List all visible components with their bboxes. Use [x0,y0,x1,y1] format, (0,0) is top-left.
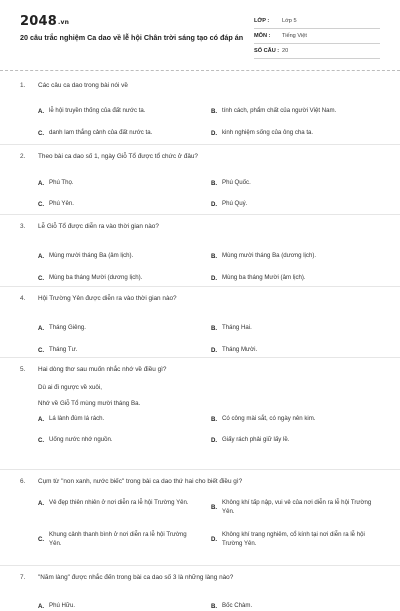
option-a[interactable] [38,324,86,333]
meta-row-count [254,44,380,59]
option-text: Phú Quý. [222,200,248,207]
option-a[interactable] [38,179,74,188]
question-title [20,222,380,232]
question-4 [20,294,380,354]
option-letter: D. [211,129,218,137]
option-letter: D. [211,436,218,444]
header-divider [0,70,400,71]
question-1 [20,81,380,137]
question-7 [20,573,380,610]
question-number: 5. [20,366,26,373]
option-c[interactable] [38,531,210,548]
option-text: Uống nước nhớ nguồn. [49,436,113,443]
option-a[interactable] [38,602,75,611]
option-c[interactable] [38,200,74,209]
option-letter: A. [38,179,45,187]
option-text: danh lam thắng cảnh của đất nước ta. [49,129,153,136]
question-3 [20,222,380,282]
option-letter: B. [211,179,218,187]
option-letter: A. [38,415,45,423]
question-number: 7. [20,574,26,581]
option-letter: C. [38,129,45,137]
question-title [20,477,380,487]
document-title: 20 câu trắc nghiệm Ca dao về lễ hội Chân trời sáng tạo có đáp án [20,33,244,42]
meta-row-subject [254,29,380,44]
option-text: tính cách, phẩm chất của người Việt Nam. [222,107,337,114]
option-text: Mùng ba tháng Mười (dương lịch). [49,274,143,281]
question-text: "Năm làng" được nhắc đến trong bài ca dao số 3 là những làng nào? [38,574,234,581]
option-letter: B. [211,602,218,610]
option-text: Tháng Hai. [222,324,252,331]
question-separator [0,286,400,287]
option-text: Giấy rách phải giữ lấy lề. [222,436,290,443]
option-d[interactable] [211,200,247,209]
option-text: Phú Yên. [49,200,74,207]
question-number: 4. [20,295,26,302]
option-d[interactable] [211,346,257,355]
question-2 [20,152,380,208]
meta-label: MÔN : [254,33,271,39]
logo-suffix: .vn [57,19,70,26]
option-text: Bốc Chàm. [222,602,253,609]
option-letter: D. [211,200,218,208]
verse-line: Nhớ về Giỗ Tổ mùng mười tháng Ba. [38,400,141,407]
question-text: Theo bài ca dao số 1, ngày Giỗ Tổ được tổ chức ở đâu? [38,153,198,160]
option-letter: D. [211,346,218,354]
option-b[interactable] [211,499,381,516]
question-number: 1. [20,82,26,89]
option-text: Khung cảnh thanh bình ở nơi diễn ra lễ hội Trường Yên. [49,531,187,547]
question-title [20,81,380,91]
option-letter: A. [38,499,45,507]
meta-value: Tiếng Việt [282,33,307,39]
option-letter: A. [38,602,45,610]
question-text: Lễ Giỗ Tổ được diễn ra vào thời gian nào? [38,223,159,230]
option-letter: D. [211,536,218,543]
option-letter: B. [211,252,218,260]
question-title [20,365,380,375]
option-text: Phú Thọ. [49,179,74,186]
option-text: Không khí tấp nập, vui vẻ của nơi diễn ra lễ hội Trường Yên. [222,499,372,515]
question-text: Hai dòng thơ sau muốn nhắc nhớ về điều gì? [38,366,167,373]
meta-label: LỚP : [254,18,270,24]
option-letter: B. [211,415,218,423]
option-d[interactable] [211,274,306,283]
option-text: kinh nghiệm sống của ông cha ta. [222,129,314,136]
option-c[interactable] [38,129,152,138]
option-b[interactable] [211,602,252,611]
option-b[interactable] [211,415,315,424]
option-a[interactable] [38,252,133,261]
option-text: Có công mài sắt, có ngày nên kim. [222,415,316,422]
option-text: Mùng mười tháng Ba (âm lịch). [49,252,134,259]
question-5 [20,365,380,449]
question-number: 2. [20,153,26,160]
question-number: 3. [20,223,26,230]
option-b[interactable] [211,252,316,261]
meta-table [254,14,380,59]
option-a[interactable] [38,499,210,508]
option-b[interactable] [211,324,252,333]
option-a[interactable] [38,415,104,424]
question-6 [20,477,380,557]
option-letter: B. [211,504,218,511]
meta-value: Lớp 5 [282,18,297,24]
question-separator [0,469,400,470]
logo-text: 2048 [20,14,57,29]
option-c[interactable] [38,346,77,355]
question-separator [0,357,400,358]
option-letter: D. [211,274,218,282]
meta-label: SỐ CÂU : [254,48,280,54]
option-text: Mùng ba tháng Mười (âm lịch). [222,274,306,281]
option-text: Không khí trang nghiêm, cổ kính tại nơi diễn ra lễ hội Trường Yên. [222,531,365,547]
option-text: Vẻ đẹp thiên nhiên ở nơi diễn ra lễ hội Trường Yên. [49,499,189,506]
option-c[interactable] [38,274,142,283]
meta-value: 20 [282,48,289,54]
option-text: Lá lành đùm lá rách. [49,415,105,422]
option-letter: C. [38,436,45,444]
option-letter: A. [38,252,45,260]
option-letter: B. [211,324,218,332]
option-text: Mùng mười tháng Ba (dương lịch). [222,252,317,259]
option-text: Tháng Tư. [49,346,78,353]
option-letter: C. [38,536,45,543]
option-letter: C. [38,274,45,282]
question-separator [0,565,400,566]
question-separator [0,144,400,145]
question-text: Các câu ca dao trong bài nói về [38,82,128,89]
option-d[interactable] [211,129,313,138]
option-text: Phú Hữu. [49,602,76,609]
question-text: Hội Trường Yên được diễn ra vào thời gian nào? [38,295,177,302]
option-letter: A. [38,324,45,332]
question-title [20,152,380,162]
option-text: Tháng Giêng. [49,324,86,331]
verse-line: Dù ai đi ngược về xuôi, [38,384,102,391]
document-header [0,0,400,80]
option-c[interactable] [38,436,113,445]
option-d[interactable] [211,531,381,548]
option-letter: B. [211,107,218,115]
option-letter: A. [38,107,45,115]
meta-row-class [254,14,380,29]
option-d[interactable] [211,436,289,445]
question-title [20,294,380,304]
site-logo[interactable] [20,14,69,29]
option-letter: C. [38,200,45,208]
option-text: lễ hội truyền thống của đất nước ta. [49,107,146,114]
option-letter: C. [38,346,45,354]
question-separator [0,214,400,215]
option-text: Tháng Mười. [222,346,258,353]
option-text: Phú Quốc. [222,179,251,186]
question-number: 6. [20,478,26,485]
option-a[interactable] [38,107,146,116]
question-text: Cụm từ "non xanh, nước biếc" trong bài ca dao thứ hai cho biết điều gì? [38,478,243,485]
option-b[interactable] [211,179,251,188]
question-title [20,573,380,583]
option-b[interactable] [211,107,336,116]
